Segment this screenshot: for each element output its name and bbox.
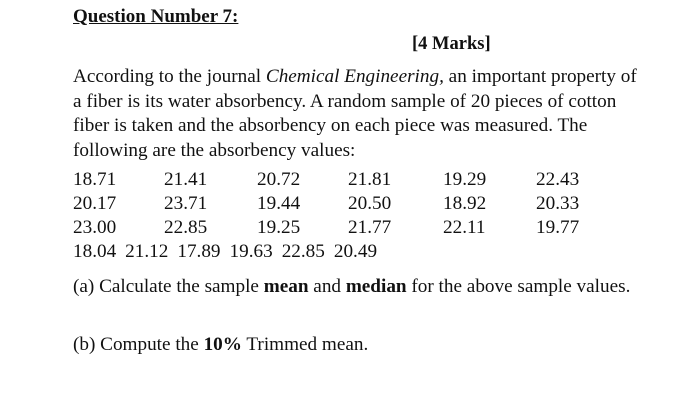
part-a-question	[73, 276, 633, 299]
value-cell: 18.04	[73, 241, 117, 262]
value-cell: 22.85	[164, 217, 208, 238]
journal-name: Chemical Engineering,	[265, 66, 444, 87]
value-cell: 21.77	[348, 217, 392, 238]
value-cell: 22.85	[281, 241, 325, 262]
value-cell: 18.71	[73, 169, 117, 190]
value-cell: 20.50	[348, 193, 392, 214]
part-a-bold-median: median	[345, 276, 407, 297]
values-last-row	[73, 241, 386, 263]
value-cell: 22.11	[443, 217, 486, 238]
value-cell: 21.12	[125, 241, 169, 262]
part-a-bold-mean: mean	[263, 276, 309, 297]
value-cell: 19.44	[257, 193, 301, 214]
value-cell: 23.71	[164, 193, 208, 214]
part-b-question	[73, 334, 368, 356]
part-b-suffix: Trimmed mean.	[241, 334, 369, 355]
part-a-suffix: for the above sample values.	[406, 276, 631, 297]
values-row	[0, 169, 700, 193]
values-row	[0, 217, 700, 241]
value-cell: 20.17	[73, 193, 117, 214]
intro-text-end: an important property of a fiber is its water absorbency. A random sample of 20 pieces of cotton fiber is taken and the absorbency on each piece was measured. The following are the absorbency values:	[73, 66, 637, 162]
values-row	[0, 193, 700, 217]
question-intro	[73, 65, 643, 164]
value-cell: 18.92	[443, 193, 487, 214]
marks-label: [4 Marks]	[412, 34, 491, 54]
value-cell: 20.72	[257, 169, 301, 190]
value-cell: 17.89	[177, 241, 221, 262]
part-b-prefix: (b) Compute the	[73, 334, 204, 355]
part-a-middle: and	[308, 276, 346, 297]
value-cell: 20.49	[333, 241, 378, 262]
value-cell: 21.81	[348, 169, 392, 190]
value-cell: 20.33	[536, 193, 580, 214]
value-cell: 19.77	[536, 217, 580, 238]
part-b-bold-percent: 10%	[203, 334, 242, 355]
value-cell: 22.43	[536, 169, 580, 190]
intro-text-start: According to the journal	[73, 66, 266, 87]
value-cell: 19.63	[229, 241, 273, 262]
question-heading: Question Number 7:	[73, 6, 239, 27]
value-cell: 21.41	[164, 169, 208, 190]
value-cell: 19.29	[443, 169, 487, 190]
value-cell: 23.00	[73, 217, 117, 238]
part-a-prefix: (a) Calculate the sample	[73, 276, 264, 297]
value-cell: 19.25	[257, 217, 301, 238]
